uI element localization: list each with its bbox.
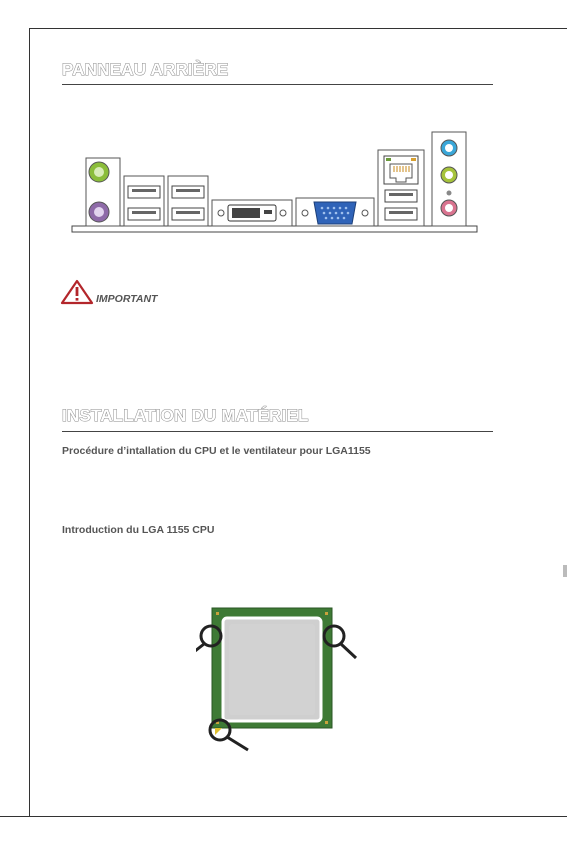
page-frame-left [29,28,30,816]
cpu-intro-heading: Introduction du LGA 1155 CPU [62,524,215,536]
page-edge-mark [563,565,567,577]
dvi-port [212,200,292,226]
rear-panel-title: PANNEAU ARRIÈRE [62,60,229,79]
usb-stack-2 [168,176,208,226]
io-plate [72,226,477,232]
hardware-title: INSTALLATION DU MATÉRIEL [62,406,309,425]
warning-icon [60,279,94,305]
important-label: IMPORTANT [96,293,158,305]
rear-panel-illustration [60,128,480,236]
hardware-rule [62,431,493,432]
cpu-procedure-heading: Procédure d’intallation du CPU et le ventilateur pour LGA1155 [62,445,371,457]
usb-stack-1 [124,176,164,226]
page-frame-top [29,28,567,29]
page-frame-bottom [0,816,567,817]
lan-usb-stack [378,150,424,226]
ps2-ports [86,158,120,226]
lga1155-cpu-illustration [196,606,366,756]
vga-port [296,198,374,226]
audio-jacks [432,132,466,226]
rear-panel-rule [62,84,493,85]
